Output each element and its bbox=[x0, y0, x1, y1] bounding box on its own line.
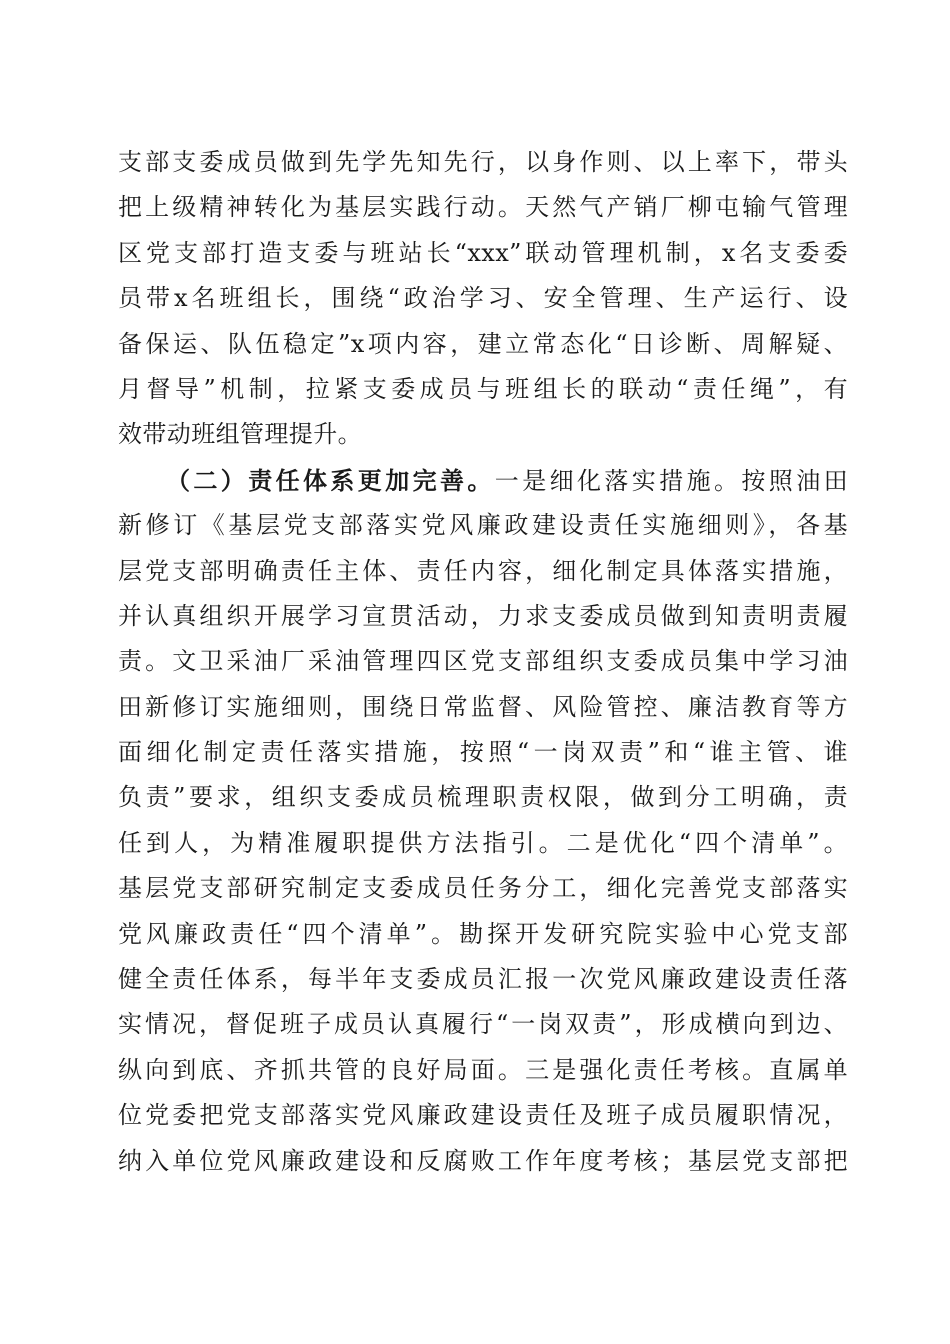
section-heading-continuation: 一是细化落实措施。按照油田 bbox=[494, 466, 848, 495]
text-line-16: 任到人，为精准履职提供方法指引。二是优化“四个清单”。 bbox=[118, 828, 848, 857]
text-line-3: 区党支部打造支委与班站长“xxx”联动管理机制，x名支委委 bbox=[118, 238, 848, 267]
text-line-9: 新修订《基层党支部落实党风廉政建设责任实施细则》，各基 bbox=[118, 511, 848, 540]
text-line-20: 实情况，督促班子成员认真履行“一岗双责”，形成横向到边、 bbox=[118, 1010, 848, 1039]
text-line-13: 田新修订实施细则，围绕日常监督、风险管控、廉洁教育等方 bbox=[118, 692, 848, 721]
text-line-23: 纳入单位党风廉政建设和反腐败工作年度考核；基层党支部把 bbox=[118, 1146, 848, 1175]
text-line-22: 位党委把党支部落实党风廉政建设责任及班子成员履职情况， bbox=[118, 1101, 848, 1130]
text-line-17: 基层党支部研究制定支委成员任务分工，细化完善党支部落实 bbox=[118, 874, 848, 903]
section-heading-line bbox=[118, 458, 848, 503]
text-line-19: 健全责任体系，每半年支委成员汇报一次党风廉政建设责任落 bbox=[118, 965, 848, 994]
section-heading: （二）责任体系更加完善。 bbox=[166, 465, 495, 495]
text-line-11: 并认真组织开展学习宣贯活动，力求支委成员做到知责明责履 bbox=[118, 601, 848, 630]
body-text bbox=[118, 140, 848, 1184]
text-line-4: 员带x名班组长，围绕“政治学习、安全管理、生产运行、设 bbox=[118, 284, 848, 313]
text-line-14: 面细化制定责任落实措施，按照“一岗双责”和“谁主管、谁 bbox=[118, 738, 848, 767]
text-line-18: 党风廉政责任“四个清单”。勘探开发研究院实验中心党支部 bbox=[118, 919, 848, 948]
text-line-6: 月督导”机制，拉紧支委成员与班组长的联动“责任绳”，有 bbox=[118, 374, 848, 403]
text-line-15: 负责”要求，组织支委成员梳理职责权限，做到分工明确，责 bbox=[118, 783, 848, 812]
text-line-10: 层党支部明确责任主体、责任内容，细化制定具体落实措施， bbox=[118, 556, 848, 585]
text-line-5: 备保运、队伍稳定”x项内容，建立常态化“日诊断、周解疑、 bbox=[118, 329, 848, 358]
text-line-1: 支部支委成员做到先学先知先行，以身作则、以上率下，带头 bbox=[118, 148, 848, 176]
text-line-7: 效带动班组管理提升。 bbox=[118, 420, 362, 449]
text-line-12: 责。文卫采油厂采油管理四区党支部组织支委成员集中学习油 bbox=[118, 647, 848, 676]
text-line-21: 纵向到底、齐抓共管的良好局面。三是强化责任考核。直属单 bbox=[118, 1055, 848, 1084]
text-line-2: 把上级精神转化为基层实践行动。天然气产销厂柳屯输气管理 bbox=[118, 193, 848, 222]
